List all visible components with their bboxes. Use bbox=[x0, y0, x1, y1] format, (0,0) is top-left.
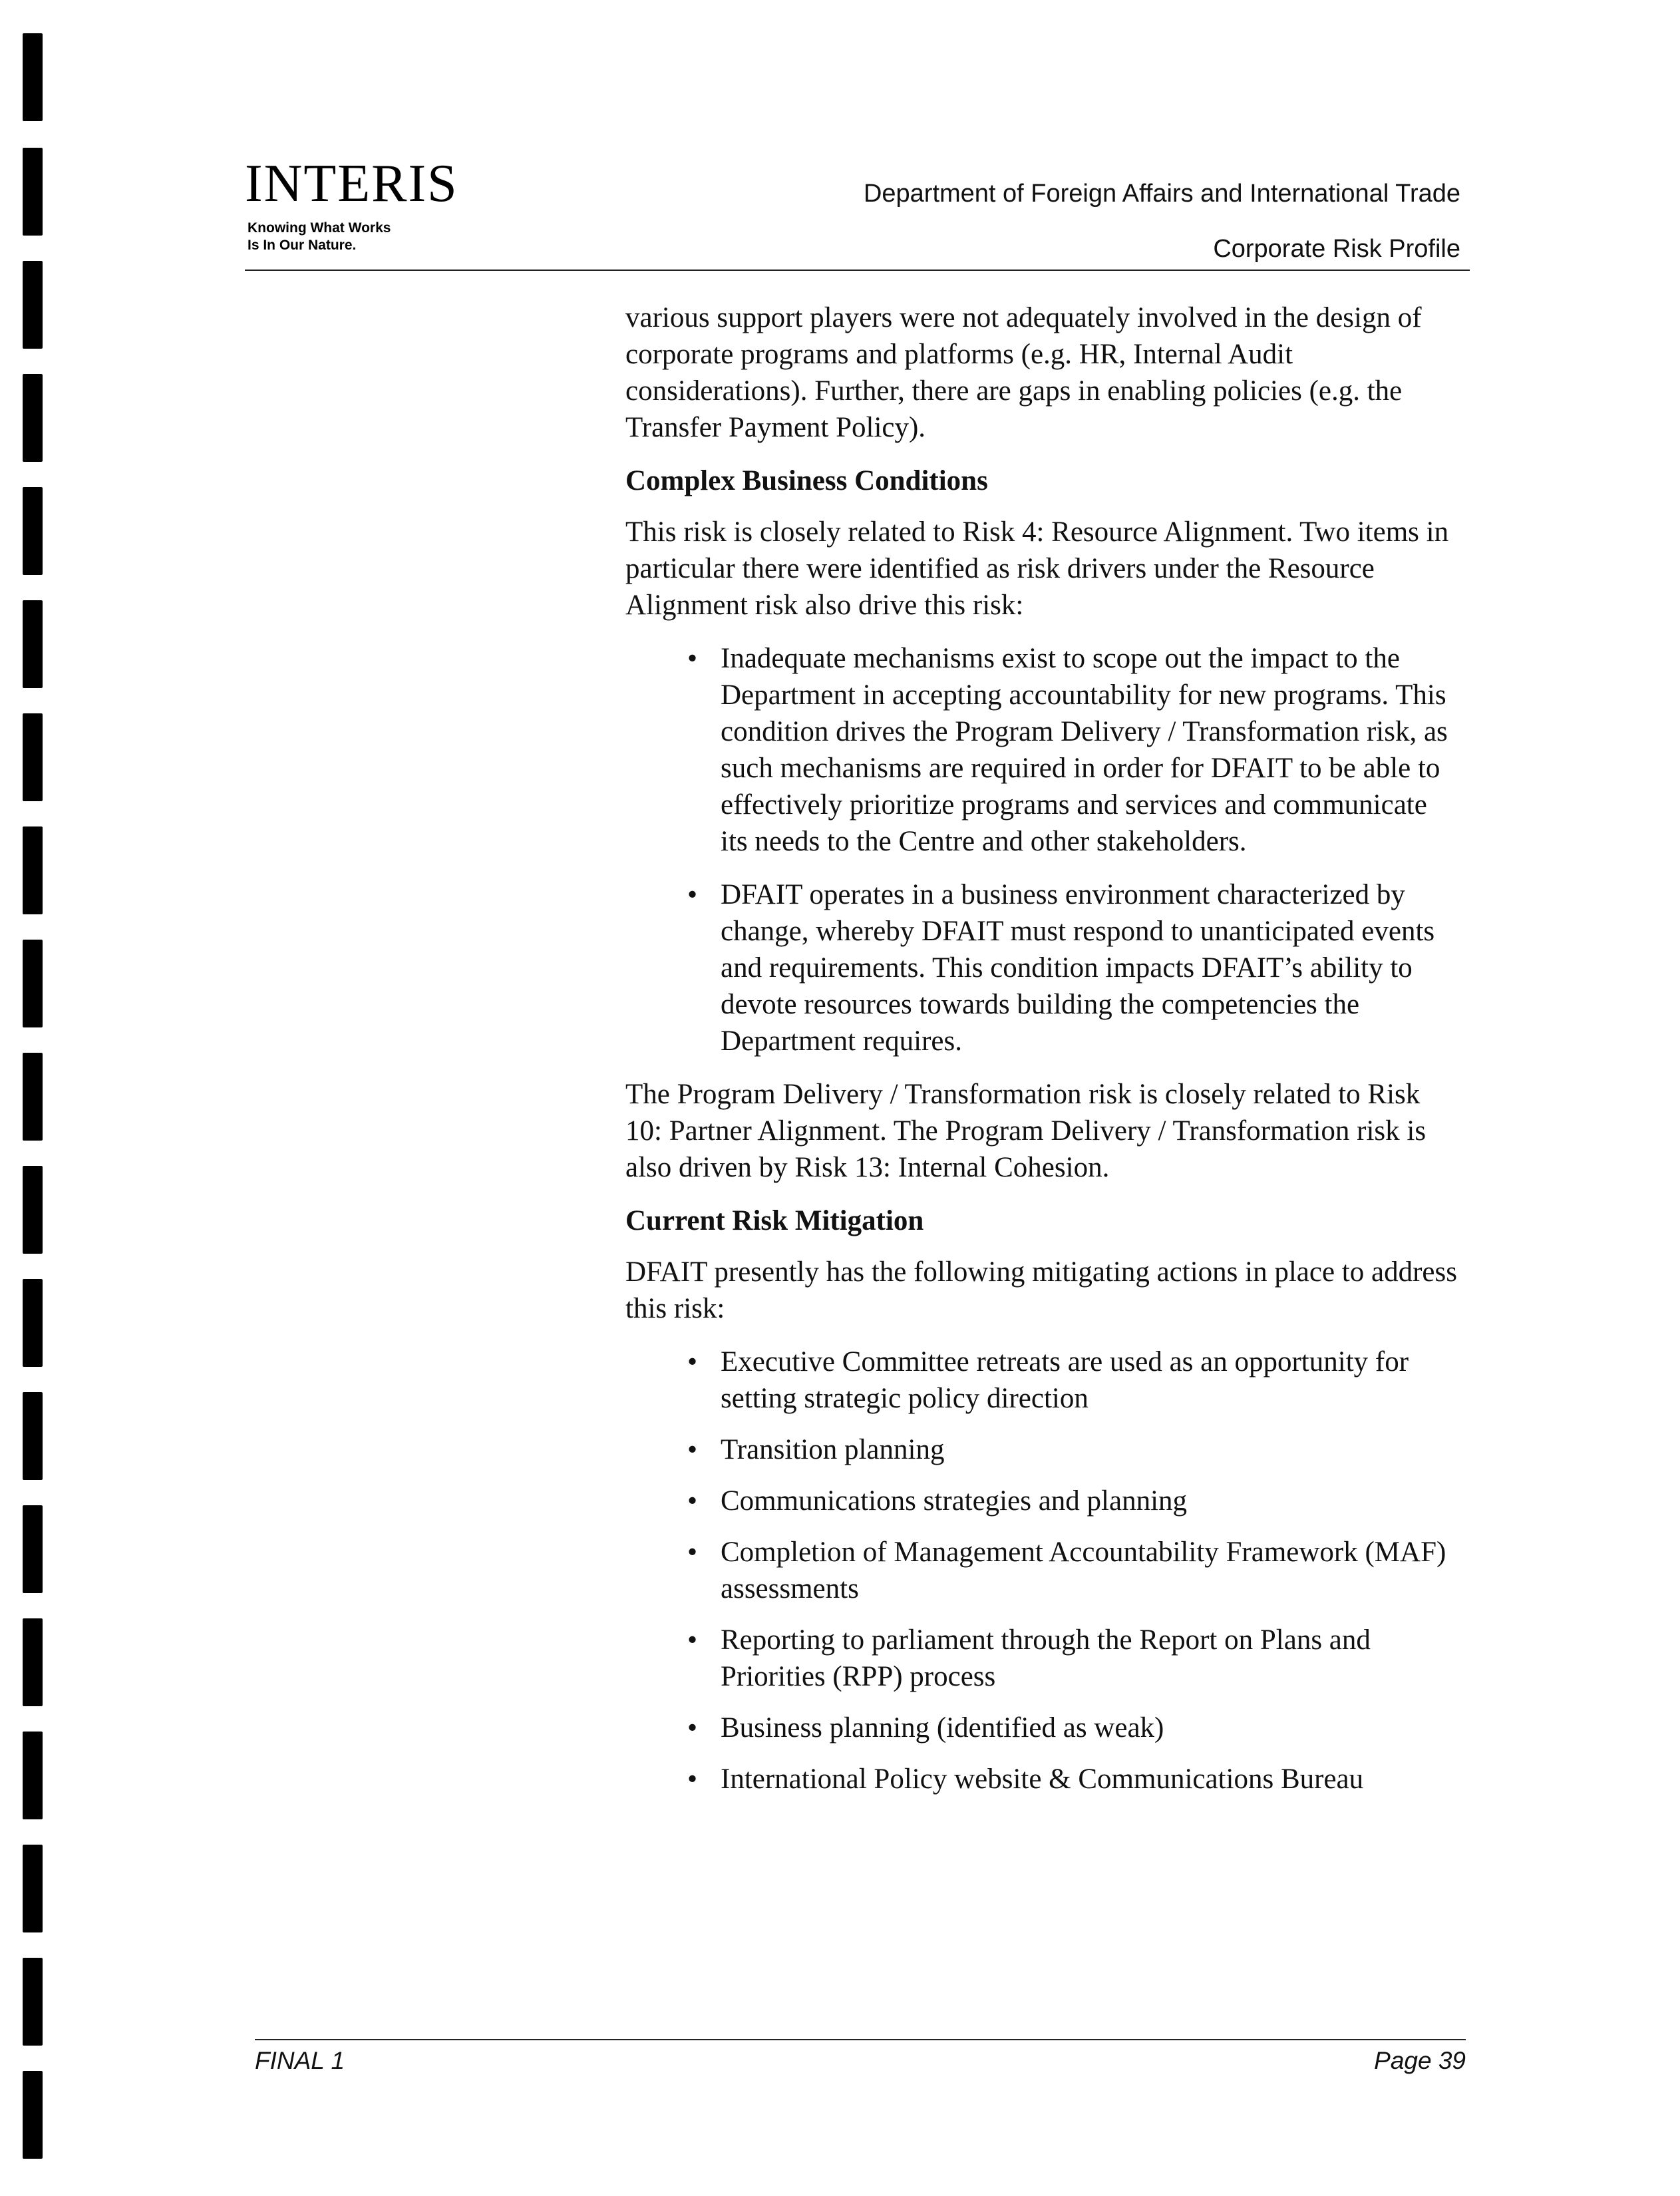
header-divider bbox=[245, 270, 1470, 271]
list-item: • Completion of Management Accountability Framework (MAF) assessments bbox=[721, 1534, 1460, 1607]
punch-mark bbox=[23, 1958, 43, 2046]
punch-mark bbox=[23, 148, 43, 236]
section-heading-complex-business-conditions: Complex Business Conditions bbox=[625, 465, 988, 496]
punch-mark bbox=[23, 1618, 43, 1706]
section-paragraph: DFAIT presently has the following mitigating actions in place to address this risk: bbox=[625, 1256, 1457, 1324]
page-number: Page 39 bbox=[1374, 2047, 1466, 2074]
list-item: • Communications strategies and planning bbox=[721, 1483, 1460, 1519]
punch-mark bbox=[23, 826, 43, 914]
tagline-line-2: Is In Our Nature. bbox=[248, 238, 357, 253]
section-closing-paragraph: The Program Delivery / Transformation risk is closely related to Risk 10: Partner Alignment. The Program Delivery / Transformation risk is also driven by Risk 13: Internal Cohesion. bbox=[625, 1079, 1427, 1183]
list-item: • International Policy website & Communications Bureau bbox=[721, 1761, 1460, 1797]
intro-paragraph: various support players were not adequately involved in the design of corporate programs and platforms (e.g. HR, Internal Audit considerations). Further, there are gaps in enabling policies (e.g. the Transfer Payment Policy). bbox=[625, 302, 1422, 443]
binder-punch-marks bbox=[23, 0, 43, 2196]
page-body bbox=[625, 299, 1460, 1814]
footer-divider bbox=[255, 2039, 1466, 2040]
punch-mark bbox=[23, 1505, 43, 1593]
punch-mark bbox=[23, 1279, 43, 1367]
punch-mark bbox=[23, 1392, 43, 1480]
punch-mark bbox=[23, 1053, 43, 1141]
punch-mark bbox=[23, 1732, 43, 1819]
punch-mark bbox=[23, 33, 43, 121]
footer-version: FINAL 1 bbox=[255, 2047, 345, 2074]
list-item: • Transition planning bbox=[721, 1431, 1460, 1468]
punch-mark bbox=[23, 940, 43, 1027]
header-document-title: Corporate Risk Profile bbox=[1213, 235, 1460, 263]
list-item: • Inadequate mechanisms exist to scope out the impact to the Department in accepting accountability for new programs. This condition drives the Program Delivery / Transformation risk, as such mechanisms are required in order for DFAIT to be able to effectively prioritize programs and services and communicate its needs to the Centre and other stakeholders. bbox=[721, 640, 1460, 860]
list-item: • DFAIT operates in a business environment characterized by change, whereby DFAIT must respond to unanticipated events and requirements. This condition impacts DFAIT’s ability to devote resources towards building the competencies the Department requires. bbox=[721, 876, 1460, 1059]
punch-mark bbox=[23, 713, 43, 801]
company-tagline bbox=[248, 220, 391, 254]
punch-mark bbox=[23, 600, 43, 688]
risk-drivers-list bbox=[625, 640, 1460, 1059]
punch-mark bbox=[23, 1166, 43, 1254]
tagline-line-1: Knowing What Works bbox=[248, 220, 391, 236]
section-heading-current-risk-mitigation: Current Risk Mitigation bbox=[625, 1205, 924, 1236]
list-item: • Executive Committee retreats are used as an opportunity for setting strategic policy direction bbox=[721, 1344, 1460, 1417]
punch-mark bbox=[23, 487, 43, 575]
punch-mark bbox=[23, 1845, 43, 1932]
punch-mark bbox=[23, 2071, 43, 2159]
list-item: • Business planning (identified as weak) bbox=[721, 1710, 1460, 1746]
mitigation-actions-list bbox=[625, 1344, 1460, 1797]
punch-mark bbox=[23, 374, 43, 462]
list-item: • Reporting to parliament through the Report on Plans and Priorities (RPP) process bbox=[721, 1622, 1460, 1695]
section-paragraph: This risk is closely related to Risk 4: Resource Alignment. Two items in particular there were identified as risk drivers under the Resource Alignment risk also drive this risk: bbox=[625, 516, 1449, 621]
header-department: Department of Foreign Affairs and International Trade bbox=[863, 180, 1460, 208]
company-logo: INTERIS bbox=[245, 154, 458, 213]
punch-mark bbox=[23, 261, 43, 349]
